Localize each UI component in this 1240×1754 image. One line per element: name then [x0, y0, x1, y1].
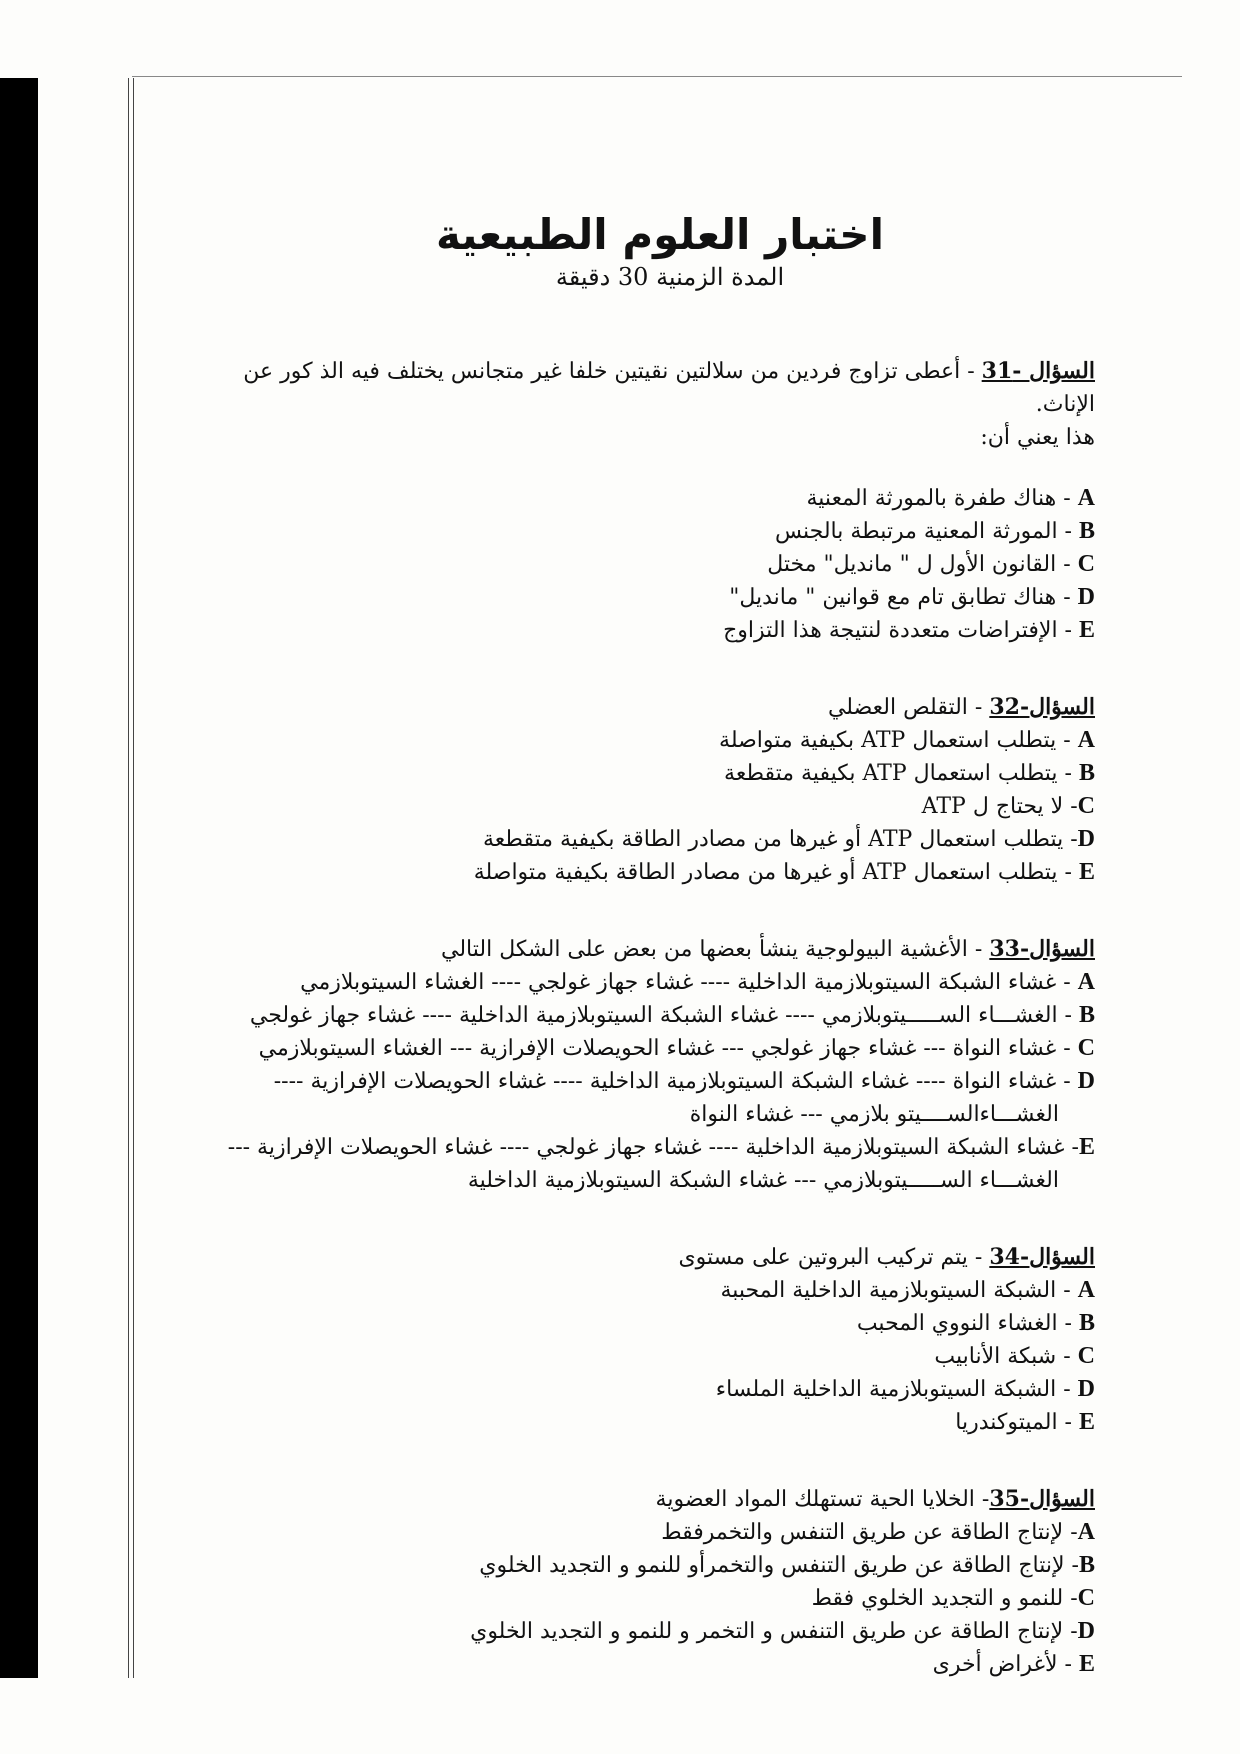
top-rule: [132, 76, 1182, 77]
question-number: 32: [989, 694, 1020, 720]
question-head: [185, 933, 1095, 966]
option-e: [185, 1131, 1095, 1197]
option-text: - لأغراض أخرى: [932, 1652, 1079, 1677]
question-label: السؤال-: [1019, 936, 1095, 962]
option-continuation: الغشـــاء الســـــيتوبلازمي --- غشاء الشبكة السيتوبلازمية الداخلية: [467, 1168, 1059, 1193]
option-text: - الميتوكندريا: [955, 1410, 1079, 1435]
question-33: [185, 933, 1095, 1197]
option-b: [185, 1307, 1095, 1340]
question-32: [185, 691, 1095, 889]
option-d: [185, 1615, 1095, 1648]
question-number: 35: [989, 1486, 1020, 1512]
question-text: - الخلايا الحية تستهلك المواد العضوية: [655, 1487, 990, 1512]
option-text: - المورثة المعنية مرتبطة بالجنس: [774, 519, 1079, 544]
option-text: - لا يحتاج ل ATP: [921, 794, 1078, 819]
question-31: [185, 355, 1095, 647]
option-text: - يتطلب استعمال ATP بكيفية متواصلة: [719, 728, 1078, 753]
question-number: 33: [989, 936, 1020, 962]
question-head: [185, 1483, 1095, 1516]
option-text: - القانون الأول ل " مانديل" مختل: [767, 552, 1078, 577]
option-a: [185, 482, 1095, 515]
option-a: [185, 1516, 1095, 1549]
option-a: [185, 1274, 1095, 1307]
question-label: السؤال-: [1019, 1486, 1095, 1512]
option-text: - هناك تطابق تام مع قوانين " مانديل": [729, 585, 1078, 610]
option-text: - للنمو و التجديد الخلوي فقط: [811, 1586, 1078, 1611]
option-text: - الشبكة السيتوبلازمية الداخلية المحببة: [720, 1278, 1078, 1303]
question-text: - يتم تركيب البروتين على مستوى: [678, 1245, 990, 1270]
question-number: 31: [981, 358, 1013, 384]
question-head: [185, 1241, 1095, 1274]
option-letter: A: [1077, 969, 1095, 995]
options-list: [185, 1516, 1095, 1681]
option-letter: A: [1077, 1519, 1095, 1545]
option-c: [185, 1032, 1095, 1065]
option-text: - يتطلب استعمال ATP بكيفية متقطعة: [724, 761, 1079, 786]
option-text: - الغشـــاء الســـــيتوبلازمي ---- غشاء الشبكة السيتوبلازمية الداخلية ---- غشاء جهاز غولجي: [249, 1003, 1079, 1028]
option-b: [185, 757, 1095, 790]
option-letter: C: [1077, 1035, 1095, 1061]
option-letter: B: [1078, 518, 1095, 544]
option-letter: D: [1077, 1068, 1095, 1094]
option-letter: A: [1077, 485, 1095, 511]
question-text: - أعطى تزاوج فردين من سلالتين نقيتين خلفا غير متجانس يختلف فيه الذ كور عن الإناث.: [243, 359, 1095, 417]
option-letter: D: [1077, 584, 1095, 610]
option-letter: C: [1077, 1585, 1095, 1611]
option-letter: E: [1078, 1651, 1095, 1677]
option-e: [185, 614, 1095, 647]
margin-line-outer: [128, 78, 129, 1678]
question-label: السؤال -: [1012, 358, 1095, 384]
option-text: - غشاء الشبكة السيتوبلازمية الداخلية ---- غشاء جهاز غولجي ---- غشاء الحويصلات الإفرازية ---: [227, 1135, 1079, 1160]
option-letter: C: [1077, 551, 1095, 577]
scan-left-black-edge: [0, 78, 38, 1678]
question-35: [185, 1483, 1095, 1681]
options-list: [185, 724, 1095, 889]
question-subtext: هذا يعني أن:: [980, 425, 1095, 450]
option-text: - الشبكة السيتوبلازمية الداخلية الملساء: [715, 1377, 1078, 1402]
option-b: [185, 1549, 1095, 1582]
options-list: [185, 1274, 1095, 1439]
option-text: - لإنتاج الطاقة عن طريق التنفس والتخمرأو للنمو و التجديد الخلوي: [479, 1553, 1079, 1578]
option-text: - شبكة الأنابيب: [934, 1344, 1078, 1369]
question-text: - التقلص العضلي: [827, 695, 990, 720]
option-text: - لإنتاج الطاقة عن طريق التنفس والتخمرفقط: [661, 1520, 1078, 1545]
question-text: - الأغشية البيولوجية ينشأ بعضها من بعض على الشكل التالي: [441, 937, 990, 962]
option-d: [185, 1373, 1095, 1406]
question-number: 34: [989, 1244, 1020, 1270]
option-letter: D: [1077, 1618, 1095, 1644]
exam-title: اختبار العلوم الطبيعية: [436, 210, 884, 259]
option-d: [185, 581, 1095, 614]
option-continuation: الغشـــاءالســــيتو بلازمي --- غشاء النواة: [689, 1102, 1059, 1127]
option-text: - الغشاء النووي المحبب: [856, 1311, 1079, 1336]
option-b: [185, 515, 1095, 548]
options-list: [185, 966, 1095, 1197]
option-letter: A: [1077, 727, 1095, 753]
option-e: [185, 856, 1095, 889]
question-34: [185, 1241, 1095, 1439]
option-letter: D: [1077, 826, 1095, 852]
option-text: - غشاء الشبكة السيتوبلازمية الداخلية ---- غشاء جهاز غولجي ---- الغشاء السيتوبلازمي: [300, 970, 1078, 995]
option-c: [185, 1582, 1095, 1615]
option-letter: D: [1077, 1376, 1095, 1402]
options-list: [185, 482, 1095, 647]
option-e: [185, 1648, 1095, 1681]
option-b: [185, 999, 1095, 1032]
option-letter: E: [1078, 1134, 1095, 1160]
option-letter: B: [1078, 760, 1095, 786]
option-e: [185, 1406, 1095, 1439]
option-text: - يتطلب استعمال ATP أو غيرها من مصادر الطاقة بكيفية متقطعة: [483, 827, 1078, 852]
option-letter: E: [1078, 1409, 1095, 1435]
question-label: السؤال-: [1019, 1244, 1095, 1270]
option-letter: C: [1077, 793, 1095, 819]
option-a: [185, 966, 1095, 999]
option-d: [185, 1065, 1095, 1131]
option-letter: B: [1078, 1552, 1095, 1578]
option-letter: E: [1078, 859, 1095, 885]
question-head: [185, 691, 1095, 724]
option-text: - يتطلب استعمال ATP أو غيرها من مصادر الطاقة بكيفية متواصلة: [473, 860, 1079, 885]
option-letter: B: [1078, 1310, 1095, 1336]
option-letter: E: [1078, 617, 1095, 643]
option-text: - لإنتاج الطاقة عن طريق التنفس و التخمر و للنمو و التجديد الخلوي: [470, 1619, 1078, 1644]
option-text: - هناك طفرة بالمورثة المعنية: [806, 486, 1078, 511]
question-head: [185, 355, 1095, 421]
option-c: [185, 1340, 1095, 1373]
option-a: [185, 724, 1095, 757]
exam-duration: المدة الزمنية 30 دقيقة: [555, 263, 785, 291]
option-letter: B: [1078, 1002, 1095, 1028]
exam-page: [185, 210, 1095, 1681]
option-letter: C: [1077, 1343, 1095, 1369]
option-letter: A: [1077, 1277, 1095, 1303]
option-c: [185, 548, 1095, 581]
option-c: [185, 790, 1095, 823]
option-text: - غشاء النواة --- غشاء جهاز غولجي --- غشاء الحويصلات الإفرازية --- الغشاء السيتوبلازمي: [258, 1036, 1078, 1061]
question-label: السؤال-: [1019, 694, 1095, 720]
margin-line-inner: [133, 78, 134, 1678]
option-text: - الإفتراضات متعددة لنتيجة هذا التزاوج: [723, 618, 1079, 643]
option-d: [185, 823, 1095, 856]
option-text: - غشاء النواة ---- غشاء الشبكة السيتوبلازمية الداخلية ---- غشاء الحويصلات الإفرازية ----: [273, 1069, 1078, 1094]
